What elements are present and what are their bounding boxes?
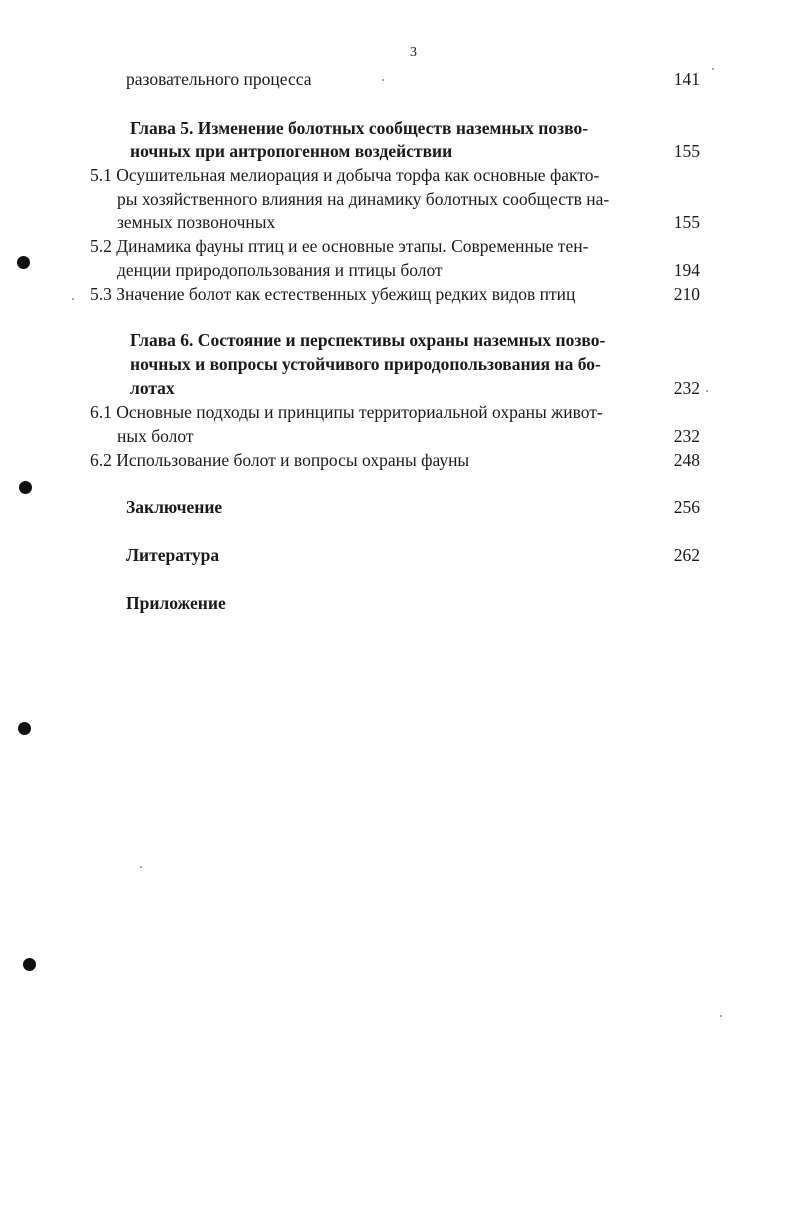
section-heading: Приложение	[126, 593, 226, 613]
toc-entry-page: 194	[673, 260, 700, 280]
toc-entry-text: ных болот	[117, 426, 194, 446]
chapter-heading: Глава 5. Изменение болотных сообществ наземных позво-	[130, 118, 589, 138]
chapter-heading: ночных и вопросы устойчивого природопользования на бо-	[130, 354, 601, 374]
toc-entry-page: 232	[673, 378, 700, 398]
binder-hole	[19, 481, 32, 494]
toc-entry-text: денции природопользования и птицы болот	[117, 260, 443, 280]
toc-entry-text: разовательного процесса	[126, 69, 312, 89]
page-number: 3	[410, 45, 417, 60]
toc-entry-page: 262	[673, 545, 700, 565]
toc-entry-text: 5.1 Осушительная мелиорация и добыча торфа как основные факто-	[90, 165, 600, 185]
scan-speck	[706, 390, 708, 392]
toc-entry-text: 6.2 Использование болот и вопросы охраны фауны	[90, 450, 470, 470]
scan-speck	[140, 866, 142, 868]
scan-speck	[712, 68, 714, 70]
chapter-heading: ночных при антропогенном воздействии	[130, 141, 453, 161]
chapter-heading: Глава 6. Состояние и перспективы охраны наземных позво-	[130, 330, 606, 350]
toc-entry-page: 155	[673, 141, 700, 161]
toc-entry-page: 248	[673, 450, 700, 470]
section-heading: Литература	[126, 545, 220, 565]
toc-entry-text: 6.1 Основные подходы и принципы территориальной охраны живот-	[90, 402, 603, 422]
toc-entry-text: ры хозяйственного влияния на динамику болотных сообществ на-	[117, 189, 610, 209]
binder-hole	[23, 958, 36, 971]
toc-entry-page: 141	[673, 69, 700, 89]
toc-entry-text: 5.3 Значение болот как естественных убежищ редких видов птиц	[90, 284, 576, 304]
toc-entry-page: 155	[673, 212, 700, 232]
section-heading: Заключение	[126, 497, 223, 517]
toc-entry-text: земных позвоночных	[117, 212, 276, 232]
toc-entry-text: 5.2 Динамика фауны птиц и ее основные этапы. Современные тен-	[90, 236, 589, 256]
chapter-heading: лотах	[130, 378, 175, 398]
toc-entry-page: 232	[673, 426, 700, 446]
binder-hole	[18, 722, 31, 735]
binder-hole	[17, 256, 30, 269]
toc-entry-page: 210	[673, 284, 700, 304]
scan-speck	[382, 79, 384, 81]
scan-speck	[720, 1015, 722, 1017]
scan-speck	[72, 298, 74, 300]
toc-entry-page: 256	[673, 497, 700, 517]
